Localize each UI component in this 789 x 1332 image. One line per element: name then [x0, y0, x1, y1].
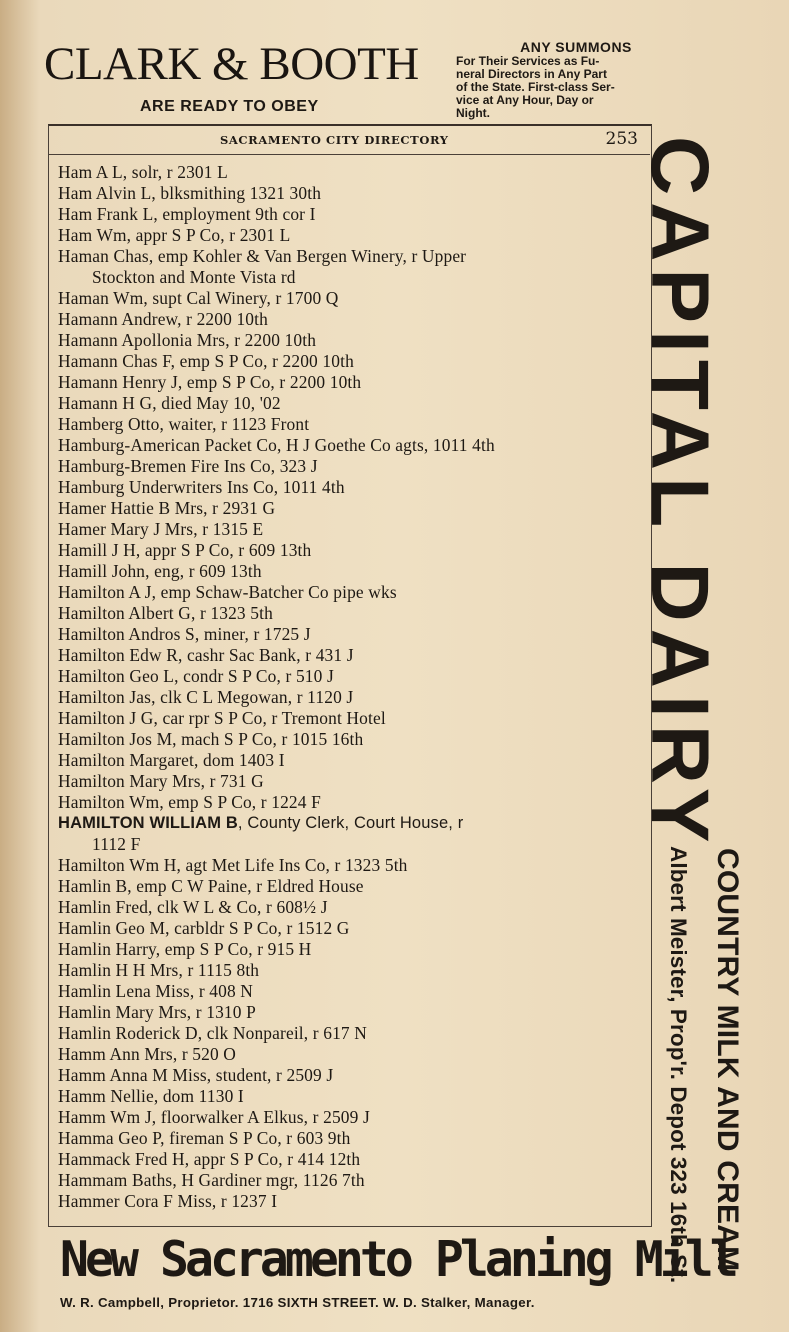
list-item: Hamilton Edw R, cashr Sac Bank, r 431 J [58, 645, 354, 665]
ad-summons-heading: ANY SUMMONS [520, 39, 632, 55]
bold-entry-rest: , County Clerk, Court House, r [237, 814, 464, 832]
list-item-continuation: 1112 F [92, 834, 141, 854]
ad-summons-block [456, 40, 696, 120]
list-item-bold [58, 813, 652, 834]
list-item: Hammam Baths, H Gardiner mgr, 1126 7th [58, 1170, 365, 1190]
list-item: Hamma Geo P, fireman S P Co, r 603 9th [58, 1128, 351, 1148]
list-item: Hamilton Mary Mrs, r 731 G [58, 771, 264, 791]
list-item: Hamlin Harry, emp S P Co, r 915 H [58, 939, 312, 959]
list-item: Ham A L, solr, r 2301 L [58, 162, 228, 182]
list-item: Hamann Chas F, emp S P Co, r 2200 10th [58, 351, 354, 371]
list-item: Hamlin H H Mrs, r 1115 8th [58, 960, 260, 980]
page-number: 253 [605, 129, 638, 149]
bottom-ad-title: New Sacramento Planing Mill [60, 1231, 735, 1288]
list-item: Hamer Hattie B Mrs, r 2931 G [58, 498, 276, 518]
list-item: Hamburg Underwriters Ins Co, 1011 4th [58, 477, 345, 497]
list-item: Hamlin Fred, clk W L & Co, r 608½ J [58, 897, 328, 917]
list-item: Hammer Cora F Miss, r 1237 I [58, 1191, 278, 1211]
list-item: Hamilton Margaret, dom 1403 I [58, 750, 285, 770]
list-item: Hamilton Geo L, condr S P Co, r 510 J [58, 666, 334, 686]
list-item: Hamann Andrew, r 2200 10th [58, 309, 268, 329]
list-item: Hamburg-American Packet Co, H J Goethe Co agts, 1011 4th [58, 435, 495, 455]
list-item: Hamlin B, emp C W Paine, r Eldred House [58, 876, 364, 896]
side-ad-capital-dairy: CAPITAL DAIRY [634, 136, 725, 850]
list-item: Hamm Wm J, floorwalker A Elkus, r 2509 J [58, 1107, 370, 1127]
ad-summons-line: Night. [456, 106, 490, 120]
list-item: Hamm Ann Mrs, r 520 O [58, 1044, 237, 1064]
list-item: Hamann Apollonia Mrs, r 2200 10th [58, 330, 317, 350]
list-item: Hamlin Roderick D, clk Nonpareil, r 617 N [58, 1023, 367, 1043]
bold-entry-name: HAMILTON WILLIAM B [58, 814, 238, 832]
list-item: Hamilton Jas, clk C L Megowan, r 1120 J [58, 687, 354, 707]
list-item: Hammack Fred H, appr S P Co, r 414 12th [58, 1149, 361, 1169]
list-item: Hamilton Wm H, agt Met Life Ins Co, r 1323 5th [58, 855, 408, 875]
ad-tagline: ARE READY TO OBEY [140, 98, 319, 115]
list-item: Hamlin Lena Miss, r 408 N [58, 981, 254, 1001]
list-item: Hamann H G, died May 10, '02 [58, 393, 281, 413]
list-item: Hamm Nellie, dom 1130 I [58, 1086, 244, 1106]
list-item: Hamilton A J, emp Schaw-Batcher Co pipe wks [58, 582, 397, 602]
list-item: Hamburg-Bremen Fire Ins Co, 323 J [58, 456, 318, 476]
directory-listing [58, 162, 652, 1212]
list-item: Hamlin Geo M, carbldr S P Co, r 1512 G [58, 918, 350, 938]
list-item: Ham Alvin L, blksmithing 1321 30th [58, 183, 322, 203]
top-advertisement [44, 36, 694, 122]
list-item: Hamer Mary J Mrs, r 1315 E [58, 519, 264, 539]
ad-summons-line: vice at Any Hour, Day or [456, 93, 594, 107]
list-item: Hamilton Jos M, mach S P Co, r 1015 16th [58, 729, 364, 749]
list-item: Haman Chas, emp Kohler & Van Bergen Winery, r Upper [58, 246, 467, 266]
list-item: Hamill John, eng, r 609 13th [58, 561, 262, 581]
list-item: Hamilton Wm, emp S P Co, r 1224 F [58, 792, 321, 812]
list-item: Hamlin Mary Mrs, r 1310 P [58, 1002, 256, 1022]
side-ad-proprietor: Albert Meister, Prop'r. Depot 323 16th St. [666, 846, 691, 1284]
list-item: Hamill J H, appr S P Co, r 609 13th [58, 540, 312, 560]
list-item: Ham Frank L, employment 9th cor I [58, 204, 316, 224]
list-item: Hamilton Albert G, r 1323 5th [58, 603, 273, 623]
list-item: Hamm Anna M Miss, student, r 2509 J [58, 1065, 334, 1085]
ad-summons-line: neral Directors in Any Part [456, 67, 607, 81]
directory-title: SACRAMENTO CITY DIRECTORY [220, 133, 449, 147]
list-item: Hamilton J G, car rpr S P Co, r Tremont Hotel [58, 708, 386, 728]
list-item: Hamann Henry J, emp S P Co, r 2200 10th [58, 372, 362, 392]
ad-summons-line: For Their Services as Fu- [456, 54, 600, 68]
list-item: Haman Wm, supt Cal Winery, r 1700 Q [58, 288, 339, 308]
list-item-continuation: Stockton and Monte Vista rd [92, 267, 296, 287]
bottom-ad-subtitle: W. R. Campbell, Proprietor. 1716 SIXTH STREET. W. D. Stalker, Manager. [60, 1295, 535, 1310]
ad-brand-name: CLARK & BOOTH [44, 38, 419, 90]
running-header [48, 126, 650, 155]
list-item: Hamberg Otto, waiter, r 1123 Front [58, 414, 310, 434]
ad-summons-line: of the State. First-class Ser- [456, 80, 615, 94]
list-item: Ham Wm, appr S P Co, r 2301 L [58, 225, 291, 245]
ad-summons-text [456, 55, 696, 120]
list-item: Hamilton Andros S, miner, r 1725 J [58, 624, 311, 644]
side-ad-country-milk: COUNTRY MILK AND CREAM [711, 848, 744, 1272]
